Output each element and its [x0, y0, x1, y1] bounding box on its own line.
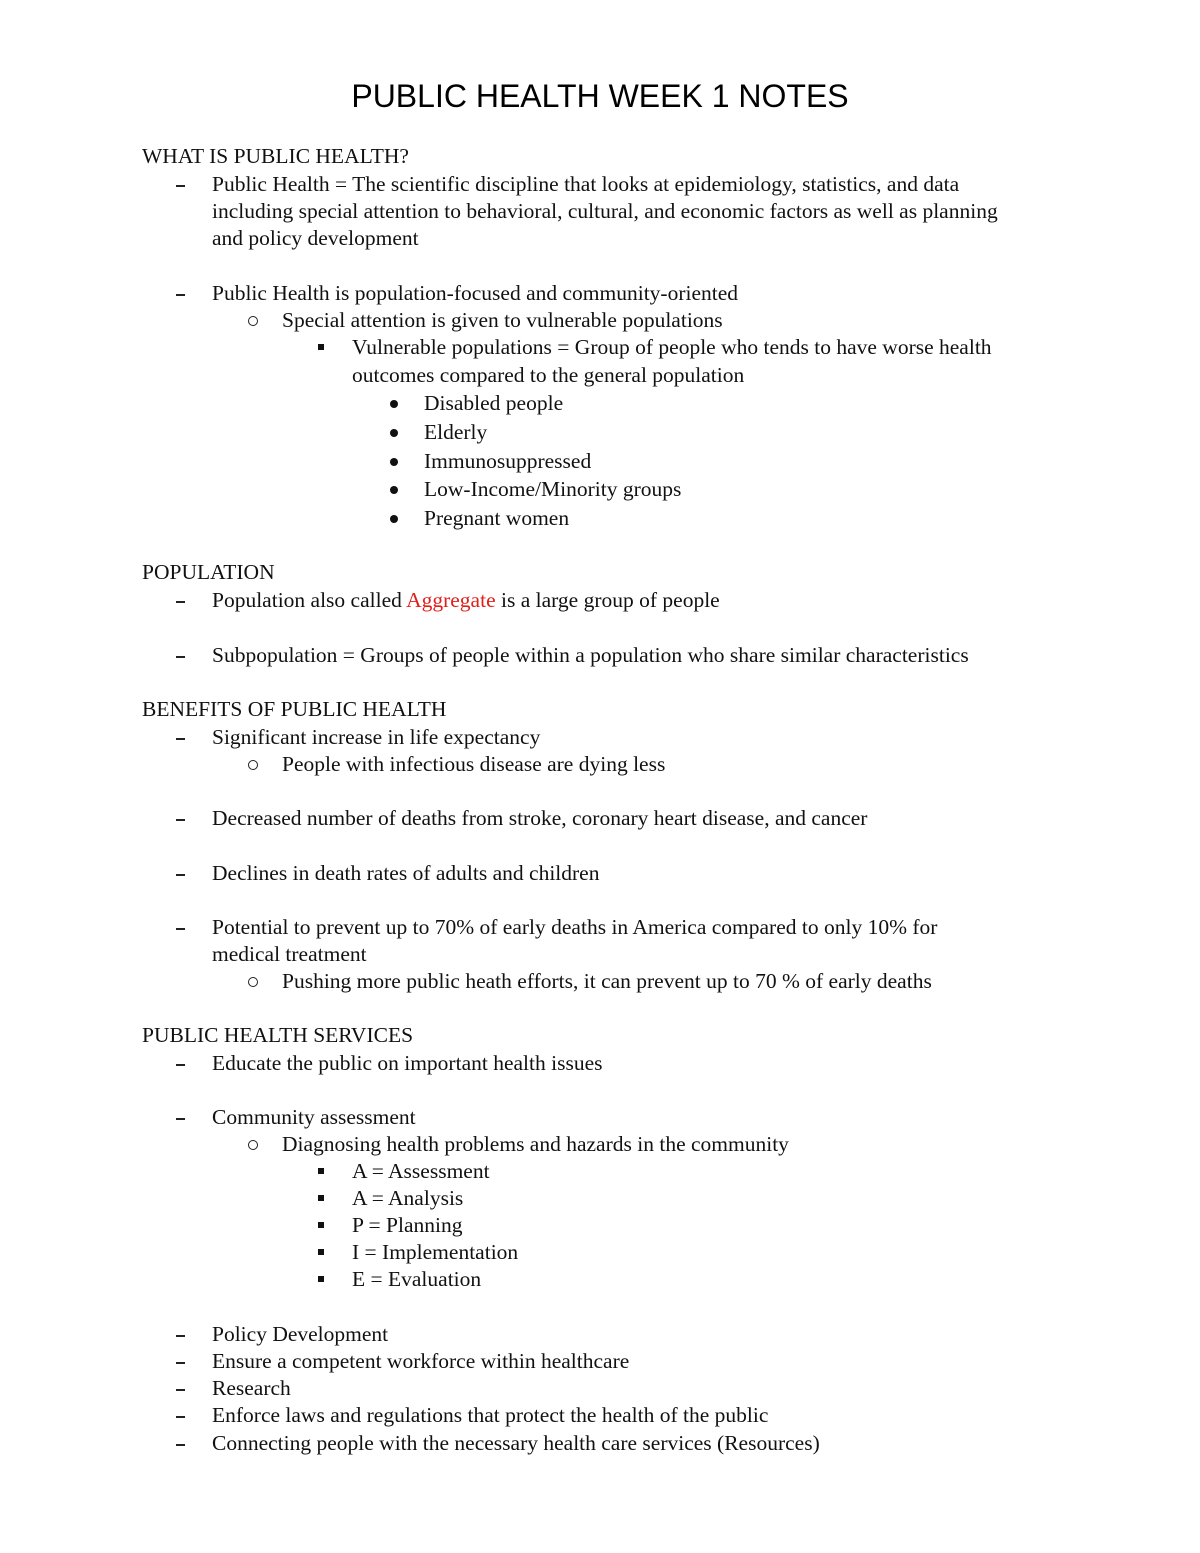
research-item: Research — [212, 1376, 291, 1400]
policy-development-item: Policy Development — [212, 1322, 389, 1346]
section-heading-services: PUBLIC HEALTH SERVICES — [142, 1023, 414, 1047]
dash-bullet-icon — [176, 1064, 185, 1066]
list-item: I = Implementation — [352, 1240, 519, 1264]
aggregate-highlight: Aggregate — [406, 588, 496, 612]
dash-bullet-icon — [176, 601, 185, 603]
square-bullet-icon — [318, 1222, 324, 1228]
potential-line-1: Potential to prevent up to 70% of early deaths in America compared to only 10% for — [212, 915, 938, 939]
square-bullet-icon — [318, 1195, 324, 1201]
connecting-people-item: Connecting people with the necessary health care services (Resources) — [212, 1431, 820, 1455]
square-bullet-icon — [318, 1276, 324, 1282]
circle-bullet-icon — [248, 977, 258, 987]
list-item: Low-Income/Minority groups — [424, 477, 682, 501]
definition-line-1: Public Health = The scientific discipline that looks at epidemiology, statistics, and data — [212, 172, 960, 196]
round-bullet-icon — [390, 458, 398, 466]
population-text-after: is a large group of people — [495, 588, 720, 612]
decreased-deaths-item: Decreased number of deaths from stroke, coronary heart disease, and cancer — [212, 806, 868, 830]
dash-bullet-icon — [176, 656, 185, 658]
diagnosing-item: Diagnosing health problems and hazards in the community — [282, 1132, 789, 1156]
dash-bullet-icon — [176, 874, 185, 876]
list-item: Immunosuppressed — [424, 449, 592, 473]
dash-bullet-icon — [176, 1362, 185, 1364]
dash-bullet-icon — [176, 1416, 185, 1418]
dash-bullet-icon — [176, 1335, 185, 1337]
dash-bullet-icon — [176, 738, 185, 740]
round-bullet-icon — [390, 400, 398, 408]
section-heading-benefits: BENEFITS OF PUBLIC HEALTH — [142, 697, 447, 721]
round-bullet-icon — [390, 486, 398, 494]
vulnerable-populations-line-1: Vulnerable populations = Group of people who tends to have worse health — [352, 335, 992, 359]
potential-line-2: medical treatment — [212, 942, 367, 966]
declines-item: Declines in death rates of adults and children — [212, 861, 600, 885]
circle-bullet-icon — [248, 1140, 258, 1150]
dash-bullet-icon — [176, 294, 185, 296]
list-item: E = Evaluation — [352, 1267, 482, 1291]
page-title: PUBLIC HEALTH WEEK 1 NOTES — [351, 78, 849, 114]
vulnerable-populations-line-2: outcomes compared to the general population — [352, 363, 745, 387]
special-attention-item: Special attention is given to vulnerable populations — [282, 308, 723, 332]
list-item: Elderly — [424, 420, 488, 444]
list-item: P = Planning — [352, 1213, 463, 1237]
round-bullet-icon — [390, 429, 398, 437]
definition-line-2: including special attention to behavioral, cultural, and economic factors as well as planning — [212, 199, 998, 223]
list-item: Pregnant women — [424, 506, 570, 530]
dash-bullet-icon — [176, 1444, 185, 1446]
subpopulation-definition: Subpopulation = Groups of people within a population who share similar characteristics — [212, 643, 969, 667]
section-heading-population: POPULATION — [142, 560, 275, 584]
dash-bullet-icon — [176, 1389, 185, 1391]
life-expectancy-item: Significant increase in life expectancy — [212, 725, 541, 749]
circle-bullet-icon — [248, 760, 258, 770]
list-item: A = Analysis — [352, 1186, 464, 1210]
list-item: Disabled people — [424, 391, 564, 415]
enforce-laws-item: Enforce laws and regulations that protect the health of the public — [212, 1403, 769, 1427]
definition-line-3: and policy development — [212, 226, 419, 250]
population-text-before: Population also called — [212, 588, 407, 612]
pushing-efforts-item: Pushing more public heath efforts, it can prevent up to 70 % of early deaths — [282, 969, 932, 993]
section-heading-what-is-public-health: WHAT IS PUBLIC HEALTH? — [142, 144, 409, 168]
dash-bullet-icon — [176, 1118, 185, 1120]
square-bullet-icon — [318, 1249, 324, 1255]
dash-bullet-icon — [176, 185, 185, 187]
population-focused-item: Public Health is population-focused and community-oriented — [212, 281, 739, 305]
round-bullet-icon — [390, 515, 398, 523]
population-definition — [212, 587, 720, 614]
circle-bullet-icon — [248, 316, 258, 326]
educate-item: Educate the public on important health issues — [212, 1051, 603, 1075]
dash-bullet-icon — [176, 928, 185, 930]
workforce-item: Ensure a competent workforce within healthcare — [212, 1349, 630, 1373]
list-item: A = Assessment — [352, 1159, 490, 1183]
community-assessment-item: Community assessment — [212, 1105, 416, 1129]
square-bullet-icon — [318, 344, 324, 350]
square-bullet-icon — [318, 1168, 324, 1174]
dash-bullet-icon — [176, 819, 185, 821]
infectious-disease-item: People with infectious disease are dying less — [282, 752, 666, 776]
